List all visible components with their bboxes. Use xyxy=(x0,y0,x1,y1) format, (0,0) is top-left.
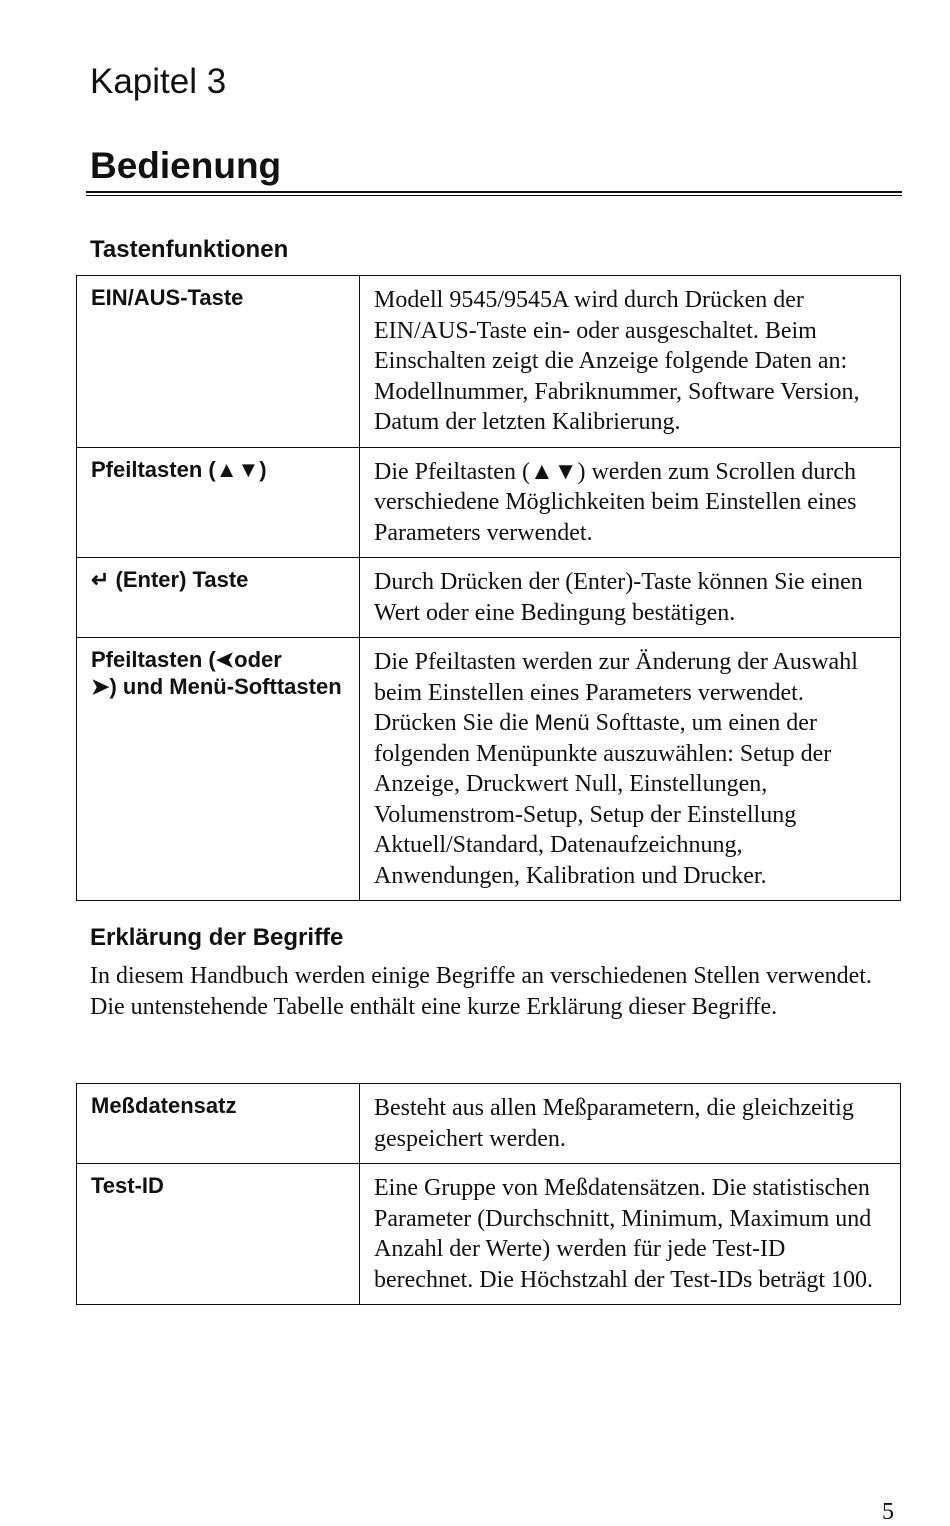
table-row xyxy=(77,558,901,638)
intro-paragraph: In diesem Handbuch werden einige Begriffe an verschiedenen Stellen verwendet. Die untenstehende Tabelle enthält eine kurze Erklärung dieser Begriffe. xyxy=(90,963,872,1020)
description-text-part: Softtaste, um einen der folgenden Menüpunkte auszuwählen: Setup der Anzeige, Druckwert Null, Einstellungen, Volumenstrom-Setup, Setup der Einstellung Aktuell/Standard, Datenaufzeichnung, Anwendungen, Kalibration und Drucker. xyxy=(374,710,832,889)
table-row xyxy=(77,638,901,901)
section-heading-key-functions: Tastenfunktionen xyxy=(90,236,289,263)
table-row xyxy=(77,1164,901,1305)
term-text-part: oder xyxy=(234,647,282,672)
term-cell: ↵ (Enter) Taste xyxy=(77,558,360,638)
arrow-right-icon: ➤ xyxy=(91,674,110,699)
term-cell: Meßdatensatz xyxy=(77,1084,360,1164)
term-cell: EIN/AUS-Taste xyxy=(77,276,360,448)
term-text-part: Pfeiltasten ( xyxy=(91,647,216,672)
menu-softkey-label: Menü xyxy=(534,710,590,735)
page-title: Bedienung xyxy=(90,145,282,186)
title-rule-thick xyxy=(86,191,902,193)
description-cell: Besteht aus allen Meßparametern, die gleichzeitig gespeichert werden. xyxy=(360,1084,901,1164)
table-row xyxy=(77,276,901,448)
terms-table xyxy=(76,1083,901,1305)
description-cell: Die Pfeiltasten (▲▼) werden zum Scrollen durch verschiedene Möglichkeiten beim Einstellen eines Parameters verwendet. xyxy=(360,447,901,558)
page-number: 5 xyxy=(882,1499,894,1525)
table-row xyxy=(77,1084,901,1164)
term-text-part: ) und Menü-Softtasten xyxy=(109,674,342,699)
description-text-part: Die Pfeiltasten werden zur Änderung der Auswahl beim Einstellen eines Parameters verwendet. Drücken Sie die xyxy=(374,649,858,736)
key-functions-table xyxy=(76,275,901,901)
description-cell: Eine Gruppe von Meßdatensätzen. Die statistischen Parameter (Durchschnitt, Minimum, Maximum und Anzahl der Werte) werden für jede Test-ID berechnet. Die Höchstzahl der Test-IDs beträgt 100. xyxy=(360,1164,901,1305)
section-heading-terms: Erklärung der Begriffe xyxy=(90,924,344,951)
term-cell xyxy=(77,638,360,901)
table-row xyxy=(77,447,901,558)
description-cell: Modell 9545/9545A wird durch Drücken der EIN/AUS-Taste ein- oder ausgeschaltet. Beim Einschalten zeigt die Anzeige folgende Daten an: Modellnummer, Fabriknummer, Software Version, Datum der letzten Kalibrierung. xyxy=(360,276,901,448)
term-cell: Pfeiltasten (▲▼) xyxy=(77,447,360,558)
chapter-label: Kapitel 3 xyxy=(90,62,227,101)
description-cell: Durch Drücken der (Enter)-Taste können Sie einen Wert oder eine Bedingung bestätigen. xyxy=(360,558,901,638)
description-cell xyxy=(360,638,901,901)
term-cell: Test-ID xyxy=(77,1164,360,1305)
arrow-left-icon: ➤ xyxy=(215,647,235,672)
title-rule-thin xyxy=(86,195,902,196)
